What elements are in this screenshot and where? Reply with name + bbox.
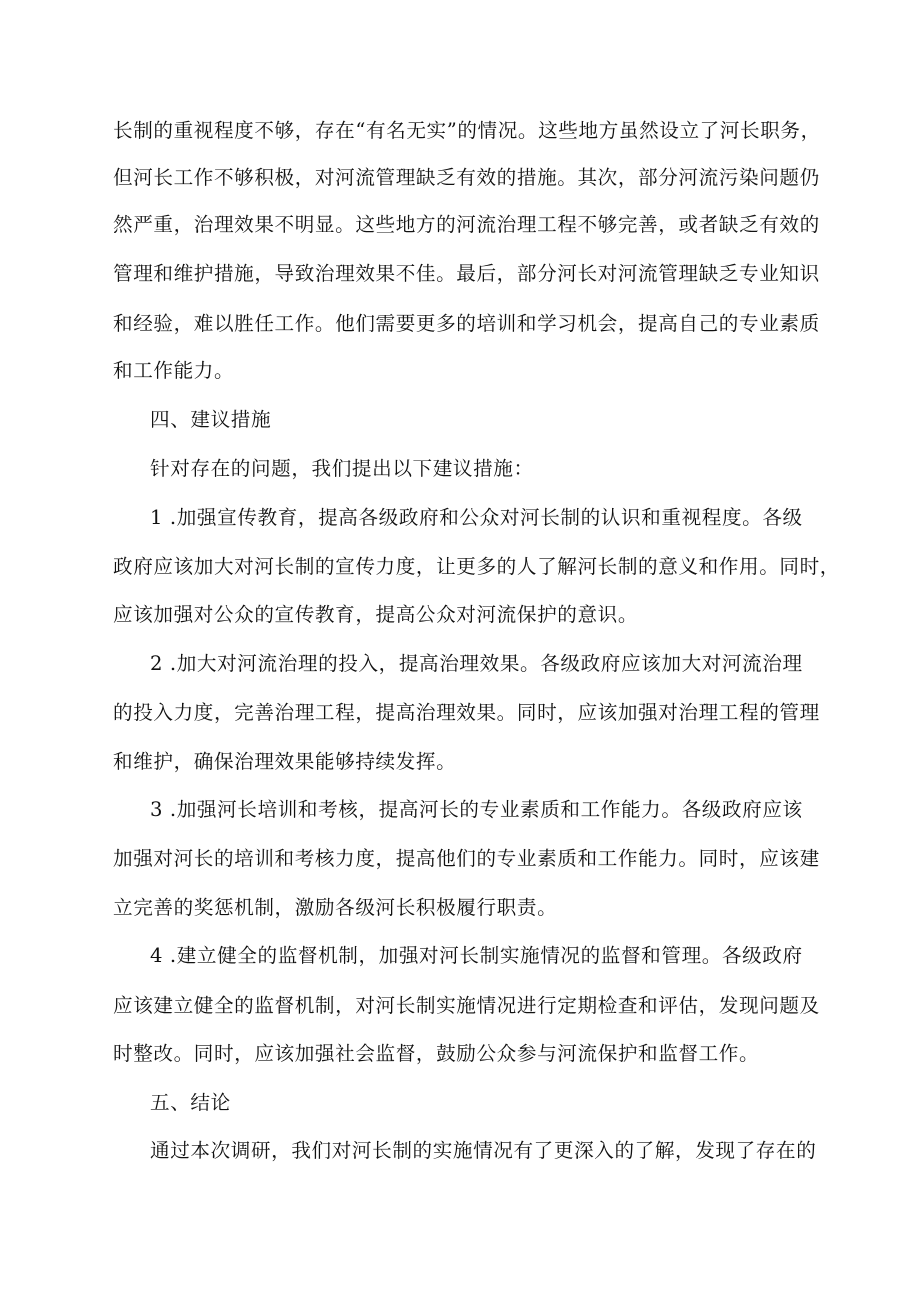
section-heading: 四、建议措施 xyxy=(150,408,272,431)
text-line: 的投入力度，完善治理工程，提高治理效果。同时，应该加强对治理工程的管理 xyxy=(113,701,820,724)
text-line: 针对存在的问题，我们提出以下建议措施： xyxy=(150,457,534,480)
text-line: 管理和维护措施，导致治理效果不佳。最后，部分河长对河流管理缺乏专业知识 xyxy=(113,262,820,285)
list-item-4: 4 .建立健全的监督机制，加强对河长制实施情况的监督和管理。各级政府 xyxy=(150,944,803,967)
section-heading: 五、结论 xyxy=(150,1091,231,1114)
text-line: 加强对河长的培训和考核力度，提高他们的专业素质和工作能力。同时，应该建 xyxy=(113,847,820,870)
text-line: 应该建立健全的监督机制，对河长制实施情况进行定期检查和评估，发现问题及 xyxy=(113,994,820,1017)
text-line: 和维护，确保治理效果能够持续发挥。 xyxy=(113,750,457,773)
list-item-1: 1 .加强宣传教育，提高各级政府和公众对河长制的认识和重视程度。各级 xyxy=(150,506,803,529)
text-line: 应该加强对公众的宣传教育，提高公众对河流保护的意识。 xyxy=(113,603,639,626)
text-line: 和经验，难以胜任工作。他们需要更多的培训和学习机会，提高自己的专业素质 xyxy=(113,312,820,335)
text-line: 然严重，治理效果不明显。这些地方的河流治理工程不够完善，或者缺乏有效的 xyxy=(113,213,820,236)
text-line: 长制的重视程度不够，存在“有名无实”的情况。这些地方虽然设立了河长职务， xyxy=(113,119,821,142)
list-item-3: 3 .加强河长培训和考核，提高河长的专业素质和工作能力。各级政府应该 xyxy=(150,798,803,821)
text-line: 政府应该加大对河长制的宣传力度，让更多的人了解河长制的意义和作用。同时， xyxy=(113,555,840,578)
text-line: 时整改。同时，应该加强社会监督，鼓励公众参与河流保护和监督工作。 xyxy=(113,1042,760,1065)
text-line: 通过本次调研，我们对河长制的实施情况有了更深入的了解，发现了存在的 xyxy=(150,1139,817,1162)
text-line: 但河长工作不够积极，对河流管理缺乏有效的措施。其次，部分河流污染问题仍 xyxy=(113,166,820,189)
text-line: 立完善的奖惩机制，激励各级河长积极履行职责。 xyxy=(113,896,558,919)
text-line: 和工作能力。 xyxy=(113,359,235,382)
list-item-2: 2 .加大对河流治理的投入，提高治理效果。各级政府应该加大对河流治理 xyxy=(150,652,803,675)
